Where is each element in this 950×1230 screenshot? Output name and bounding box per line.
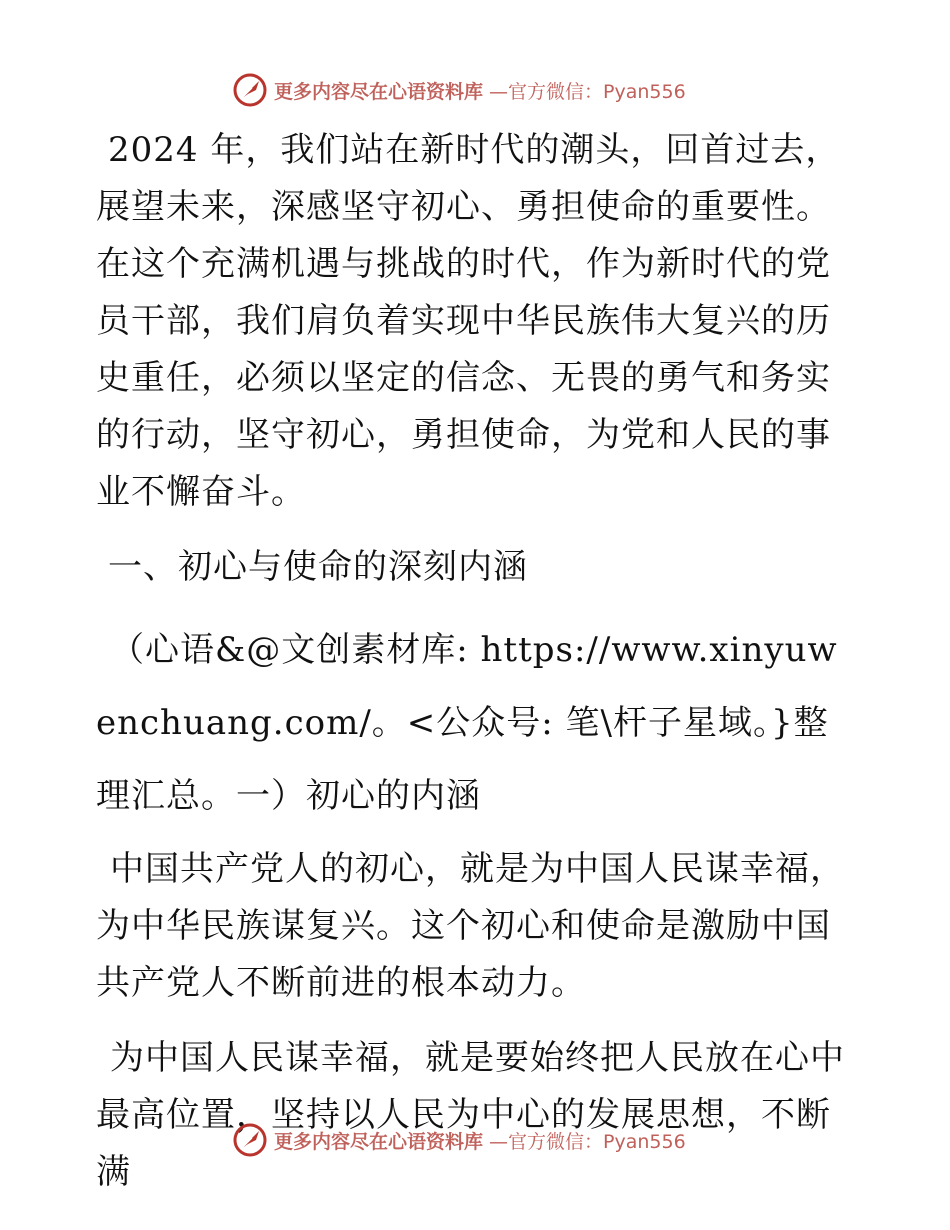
quill-circle-logo-icon <box>232 1122 268 1158</box>
watermark-wechat: —官方微信：Pyan556 <box>489 80 686 103</box>
watermark-footer <box>232 1120 686 1160</box>
watermark-header <box>232 70 686 110</box>
document-body <box>96 122 850 1219</box>
watermark-text: 更多内容尽在心语资料库 <box>274 1130 484 1153</box>
quill-circle-logo-icon <box>232 72 268 108</box>
section-heading: 一、初心与使命的深刻内涵 <box>108 547 528 587</box>
watermark-text: 更多内容尽在心语资料库 <box>274 80 484 103</box>
paragraph-intro: 2024 年，我们站在新时代的潮头，回首过去，展望未来，深感坚守初心、勇担使命的重要性。在这个充满机遇与挑战的时代，作为新时代的党员干部，我们肩负着实现中华民族伟大复兴的历史重任，必须以坚定的信念、无畏的勇气和务实的行动，坚守初心，勇担使命，为党和人民的事业不懈奋斗。 <box>96 130 841 512</box>
watermark-wechat: —官方微信：Pyan556 <box>489 1130 686 1153</box>
paragraph-people-happiness: 为中国人民谋幸福，就是要始终把人民放在心中最高位置，坚持以人民为中心的发展思想，不断满 <box>96 1038 845 1192</box>
paragraph-source-note: （心语&@文创素材库: https://www.xinyuwenchuang.com/。<公众号: 笔\杆子星域。}整理汇总。一）初心的内涵 <box>96 630 838 816</box>
paragraph-initial-mission: 中国共产党人的初心，就是为中国人民谋幸福，为中华民族谋复兴。这个初心和使命是激励中国共产党人不断前进的根本动力。 <box>96 849 845 1003</box>
